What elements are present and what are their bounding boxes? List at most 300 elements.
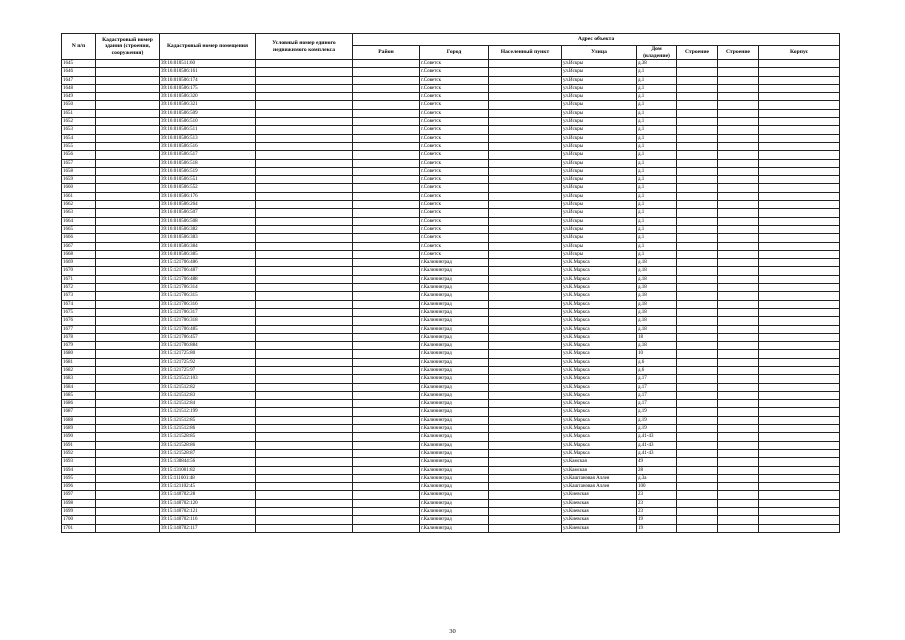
cell-cad-premise: 39:16:010506:385 <box>160 250 256 258</box>
cell-korpus <box>759 167 840 175</box>
cell-building <box>718 250 759 258</box>
cell-district <box>353 358 420 366</box>
cell-building <box>718 109 759 117</box>
cell-num: 1675 <box>62 308 96 316</box>
cell-cad-premise: 39:15:121528:86 <box>160 441 256 449</box>
cell-district <box>353 433 420 441</box>
cell-building <box>718 292 759 300</box>
cell-complex <box>256 76 353 84</box>
cell-house: д.19 <box>637 408 677 416</box>
cell-num: 1661 <box>62 192 96 200</box>
cell-building <box>718 259 759 267</box>
cell-korpus <box>759 234 840 242</box>
cell-structure <box>677 391 718 399</box>
cell-korpus <box>759 60 840 68</box>
header-street: Улица <box>562 46 637 60</box>
table-row <box>62 292 840 300</box>
cell-settlement <box>489 151 562 159</box>
cell-structure <box>677 126 718 134</box>
cell-complex <box>256 126 353 134</box>
cell-city: г.Калининград <box>420 508 489 516</box>
cell-num: 1697 <box>62 491 96 499</box>
cell-cad-premise: 39:16:010506:175 <box>160 84 256 92</box>
cell-building <box>718 408 759 416</box>
cell-complex <box>256 217 353 225</box>
cell-structure <box>677 483 718 491</box>
cell-num: 1658 <box>62 167 96 175</box>
cell-settlement <box>489 267 562 275</box>
cell-district <box>353 118 420 126</box>
cell-settlement <box>489 292 562 300</box>
cell-city: г.Советск <box>420 118 489 126</box>
cell-city: г.Калининград <box>420 483 489 491</box>
cell-korpus <box>759 433 840 441</box>
cell-settlement <box>489 524 562 532</box>
cell-cad-premise: 39:15:121706:884 <box>160 342 256 350</box>
cell-settlement <box>489 458 562 466</box>
cell-district <box>353 68 420 76</box>
cell-cad-premise: 39:16:010506:382 <box>160 225 256 233</box>
cell-house: д.17 <box>637 391 677 399</box>
cell-building <box>718 151 759 159</box>
cell-building <box>718 275 759 283</box>
cell-cad-premise: 39:15:121706:487 <box>160 267 256 275</box>
cell-house: д.1 <box>637 101 677 109</box>
cell-cad-premise: 39:16:010506:174 <box>160 76 256 84</box>
cell-district <box>353 259 420 267</box>
table-row <box>62 350 840 358</box>
cell-complex <box>256 60 353 68</box>
cell-cad-building <box>96 250 160 258</box>
cell-house: д.19 <box>637 416 677 424</box>
cell-settlement <box>489 201 562 209</box>
table-row <box>62 225 840 233</box>
cell-cad-building <box>96 284 160 292</box>
cell-structure <box>677 84 718 92</box>
cell-cad-building <box>96 176 160 184</box>
cell-korpus <box>759 292 840 300</box>
cell-cad-premise: 39:15:121528:87 <box>160 449 256 457</box>
cell-settlement <box>489 225 562 233</box>
cell-building <box>718 84 759 92</box>
cell-building <box>718 483 759 491</box>
cell-city: г.Советск <box>420 84 489 92</box>
cell-num: 1677 <box>62 325 96 333</box>
cell-settlement <box>489 300 562 308</box>
cell-house: д.1 <box>637 68 677 76</box>
header-cad-building: Кадастровый номер здания (строения, сооружения) <box>96 34 160 60</box>
cell-num: 1648 <box>62 84 96 92</box>
cell-building <box>718 317 759 325</box>
cell-city: г.Калининград <box>420 342 489 350</box>
table-row <box>62 383 840 391</box>
cell-settlement <box>489 176 562 184</box>
cell-cad-premise: 39:16:010506:161 <box>160 68 256 76</box>
cell-city: г.Калининград <box>420 416 489 424</box>
cell-street: ул.К.Маркса <box>562 342 637 350</box>
cell-cad-building <box>96 142 160 150</box>
cell-complex <box>256 466 353 474</box>
table-header <box>62 34 840 60</box>
cell-settlement <box>489 118 562 126</box>
cell-complex <box>256 516 353 524</box>
cell-city: г.Советск <box>420 142 489 150</box>
cell-cad-building <box>96 416 160 424</box>
cell-settlement <box>489 491 562 499</box>
cell-city: г.Калининград <box>420 358 489 366</box>
cell-building <box>718 101 759 109</box>
cell-city: г.Калининград <box>420 317 489 325</box>
cell-building <box>718 508 759 516</box>
table-row <box>62 134 840 142</box>
cell-num: 1690 <box>62 433 96 441</box>
cell-num: 1684 <box>62 383 96 391</box>
cell-cad-building <box>96 259 160 267</box>
cell-house: д.18 <box>637 292 677 300</box>
cell-house: д.1 <box>637 234 677 242</box>
cell-house: д.17 <box>637 400 677 408</box>
header-city: Город <box>420 46 489 60</box>
table-row <box>62 474 840 482</box>
cell-district <box>353 342 420 350</box>
cell-korpus <box>759 300 840 308</box>
cell-house: 10 <box>637 350 677 358</box>
cell-street: ул.Каштановая Аллея <box>562 483 637 491</box>
cell-house: д.1 <box>637 201 677 209</box>
cell-district <box>353 317 420 325</box>
cell-district <box>353 441 420 449</box>
cell-structure <box>677 60 718 68</box>
cell-num: 1647 <box>62 76 96 84</box>
table-row <box>62 118 840 126</box>
cell-cad-building <box>96 101 160 109</box>
cell-city: г.Калининград <box>420 284 489 292</box>
cell-cad-premise: 39:16:010506:516 <box>160 142 256 150</box>
cell-house: д.38 <box>637 60 677 68</box>
cell-structure <box>677 383 718 391</box>
cell-complex <box>256 375 353 383</box>
cell-structure <box>677 167 718 175</box>
cell-street: ул.Искры <box>562 184 637 192</box>
cell-district <box>353 217 420 225</box>
cell-complex <box>256 524 353 532</box>
cell-settlement <box>489 76 562 84</box>
cell-korpus <box>759 466 840 474</box>
cell-city: г.Калининград <box>420 466 489 474</box>
cell-num: 1678 <box>62 333 96 341</box>
cell-building <box>718 350 759 358</box>
cell-city: г.Калининград <box>420 292 489 300</box>
cell-cad-premise: 39:15:121512:103 <box>160 375 256 383</box>
cell-street: ул.К.Маркса <box>562 325 637 333</box>
cell-num: 1679 <box>62 342 96 350</box>
cell-city: г.Советск <box>420 109 489 117</box>
table-row <box>62 516 840 524</box>
cell-city: г.Советск <box>420 176 489 184</box>
cell-district <box>353 184 420 192</box>
cell-settlement <box>489 441 562 449</box>
cell-house: д.1 <box>637 118 677 126</box>
table-row <box>62 358 840 366</box>
cell-num: 1665 <box>62 225 96 233</box>
cell-num: 1654 <box>62 134 96 142</box>
cell-building <box>718 474 759 482</box>
cell-num: 1652 <box>62 118 96 126</box>
cell-district <box>353 408 420 416</box>
cell-house: д.1 <box>637 134 677 142</box>
cell-street: ул.Искры <box>562 234 637 242</box>
cell-district <box>353 275 420 283</box>
cell-house: д.1 <box>637 250 677 258</box>
cell-cad-building <box>96 342 160 350</box>
cell-complex <box>256 192 353 200</box>
cell-num: 1695 <box>62 474 96 482</box>
cell-complex <box>256 408 353 416</box>
cell-street: ул.К.Маркса <box>562 292 637 300</box>
cell-settlement <box>489 350 562 358</box>
header-complex: Условный номер единого недвижимого комплекса <box>256 34 353 60</box>
header-building: Строение <box>718 46 759 60</box>
cell-structure <box>677 234 718 242</box>
cell-num: 1660 <box>62 184 96 192</box>
cell-complex <box>256 68 353 76</box>
cell-city: г.Советск <box>420 209 489 217</box>
cell-district <box>353 375 420 383</box>
table-row <box>62 325 840 333</box>
cell-cad-premise: 39:16:010506:511 <box>160 126 256 134</box>
cell-house: 19 <box>637 516 677 524</box>
cell-complex <box>256 167 353 175</box>
cell-structure <box>677 176 718 184</box>
cell-street: ул.Искры <box>562 217 637 225</box>
table-row <box>62 84 840 92</box>
cell-street: ул.Искры <box>562 118 637 126</box>
cell-cad-premise: 39:16:010506:513 <box>160 134 256 142</box>
cell-city: г.Калининград <box>420 350 489 358</box>
cell-korpus <box>759 126 840 134</box>
cell-building <box>718 400 759 408</box>
cell-complex <box>256 134 353 142</box>
cell-district <box>353 458 420 466</box>
cell-district <box>353 474 420 482</box>
cell-street: ул.Киевская <box>562 499 637 507</box>
cell-building <box>718 524 759 532</box>
cell-house: д.17 <box>637 383 677 391</box>
cell-street: ул.Искры <box>562 93 637 101</box>
cell-house: д.18 <box>637 308 677 316</box>
cell-city: г.Калининград <box>420 267 489 275</box>
cell-house: д.19 <box>637 425 677 433</box>
cell-num: 1687 <box>62 408 96 416</box>
cell-district <box>353 383 420 391</box>
cell-complex <box>256 449 353 457</box>
cell-num: 1645 <box>62 60 96 68</box>
cell-korpus <box>759 416 840 424</box>
cell-cad-premise: 39:15:140702:121 <box>160 508 256 516</box>
cell-cad-premise: 39:15:121706:488 <box>160 275 256 283</box>
cell-district <box>353 142 420 150</box>
cell-cad-premise: 39:15:121512:83 <box>160 391 256 399</box>
cell-complex <box>256 84 353 92</box>
cell-settlement <box>489 259 562 267</box>
cell-district <box>353 292 420 300</box>
cell-settlement <box>489 234 562 242</box>
cell-street: ул.Искры <box>562 126 637 134</box>
cell-district <box>353 101 420 109</box>
cell-building <box>718 134 759 142</box>
cell-cad-premise: 39:15:130844:56 <box>160 458 256 466</box>
cell-street: ул.К.Маркса <box>562 350 637 358</box>
table-body <box>62 60 840 533</box>
table-row <box>62 167 840 175</box>
cell-street: ул.Искры <box>562 225 637 233</box>
cell-street: ул.К.Маркса <box>562 308 637 316</box>
cell-structure <box>677 524 718 532</box>
table-row <box>62 68 840 76</box>
cell-num: 1674 <box>62 300 96 308</box>
cell-street: ул.К.Маркса <box>562 300 637 308</box>
cell-city: г.Советск <box>420 201 489 209</box>
cell-complex <box>256 358 353 366</box>
cell-settlement <box>489 408 562 416</box>
cell-building <box>718 93 759 101</box>
cell-num: 1653 <box>62 126 96 134</box>
cell-house: д.1 <box>637 142 677 150</box>
cell-district <box>353 159 420 167</box>
cell-street: ул.Искры <box>562 250 637 258</box>
cell-building <box>718 184 759 192</box>
cell-korpus <box>759 284 840 292</box>
cell-complex <box>256 142 353 150</box>
cell-cad-building <box>96 93 160 101</box>
cell-building <box>718 234 759 242</box>
cell-district <box>353 499 420 507</box>
cell-settlement <box>489 184 562 192</box>
cell-cad-premise: 39:16:010506:517 <box>160 151 256 159</box>
cell-cad-building <box>96 84 160 92</box>
cell-complex <box>256 284 353 292</box>
cell-cad-building <box>96 134 160 142</box>
cell-korpus <box>759 441 840 449</box>
cell-num: 1670 <box>62 267 96 275</box>
cell-korpus <box>759 101 840 109</box>
cell-cad-building <box>96 300 160 308</box>
cell-complex <box>256 209 353 217</box>
cell-building <box>718 342 759 350</box>
cell-num: 1664 <box>62 217 96 225</box>
cell-building <box>718 333 759 341</box>
table-row <box>62 483 840 491</box>
cell-complex <box>256 292 353 300</box>
cell-complex <box>256 151 353 159</box>
table-row <box>62 524 840 532</box>
cell-house: 28 <box>637 466 677 474</box>
cell-num: 1655 <box>62 142 96 150</box>
cell-street: ул.Искры <box>562 201 637 209</box>
cell-street: ул.К.Маркса <box>562 259 637 267</box>
cell-korpus <box>759 118 840 126</box>
cell-cad-premise: 39:15:121706:485 <box>160 325 256 333</box>
cell-house: д.6 <box>637 366 677 374</box>
cell-korpus <box>759 358 840 366</box>
cell-building <box>718 167 759 175</box>
cell-structure <box>677 300 718 308</box>
cell-korpus <box>759 267 840 275</box>
cell-building <box>718 383 759 391</box>
cell-cad-building <box>96 201 160 209</box>
cell-cad-premise: 39:15:111601:48 <box>160 474 256 482</box>
cell-house: 49 <box>637 458 677 466</box>
cell-num: 1691 <box>62 441 96 449</box>
cell-street: ул.Искры <box>562 242 637 250</box>
cell-korpus <box>759 350 840 358</box>
table-row <box>62 458 840 466</box>
cell-cad-building <box>96 275 160 283</box>
cell-city: г.Советск <box>420 242 489 250</box>
cell-korpus <box>759 425 840 433</box>
cell-cad-building <box>96 358 160 366</box>
cell-settlement <box>489 449 562 457</box>
cell-korpus <box>759 333 840 341</box>
cell-complex <box>256 275 353 283</box>
cell-district <box>353 151 420 159</box>
cell-num: 1701 <box>62 524 96 532</box>
cell-num: 1699 <box>62 508 96 516</box>
cell-cad-building <box>96 109 160 117</box>
cell-city: г.Калининград <box>420 375 489 383</box>
cell-street: ул.Искры <box>562 151 637 159</box>
cell-korpus <box>759 259 840 267</box>
cell-city: г.Советск <box>420 192 489 200</box>
cell-district <box>353 84 420 92</box>
cell-city: г.Калининград <box>420 325 489 333</box>
cell-structure <box>677 250 718 258</box>
table-row <box>62 201 840 209</box>
cell-building <box>718 267 759 275</box>
cell-num: 1666 <box>62 234 96 242</box>
cell-num: 1692 <box>62 449 96 457</box>
cell-house: д.1 <box>637 109 677 117</box>
cell-num: 1686 <box>62 400 96 408</box>
cell-complex <box>256 350 353 358</box>
cell-cad-premise: 39:15:121512:86 <box>160 425 256 433</box>
table-row <box>62 242 840 250</box>
cell-korpus <box>759 375 840 383</box>
cell-street: ул.Искры <box>562 60 637 68</box>
cell-num: 1689 <box>62 425 96 433</box>
header-house: Дом (владение) <box>637 46 677 60</box>
cell-complex <box>256 425 353 433</box>
cell-city: г.Советск <box>420 93 489 101</box>
cell-city: г.Калининград <box>420 300 489 308</box>
cell-street: ул.Искры <box>562 159 637 167</box>
cell-cad-premise: 39:15:121706:318 <box>160 317 256 325</box>
cell-cad-premise: 39:16:010506:264 <box>160 201 256 209</box>
cell-settlement <box>489 209 562 217</box>
cell-district <box>353 192 420 200</box>
cell-settlement <box>489 508 562 516</box>
cell-house: д.1 <box>637 217 677 225</box>
cell-house: д.18 <box>637 300 677 308</box>
cell-complex <box>256 474 353 482</box>
cell-structure <box>677 259 718 267</box>
cell-building <box>718 458 759 466</box>
cell-building <box>718 375 759 383</box>
table-row <box>62 317 840 325</box>
cell-cad-building <box>96 192 160 200</box>
cell-house: д.1 <box>637 184 677 192</box>
cell-settlement <box>489 366 562 374</box>
